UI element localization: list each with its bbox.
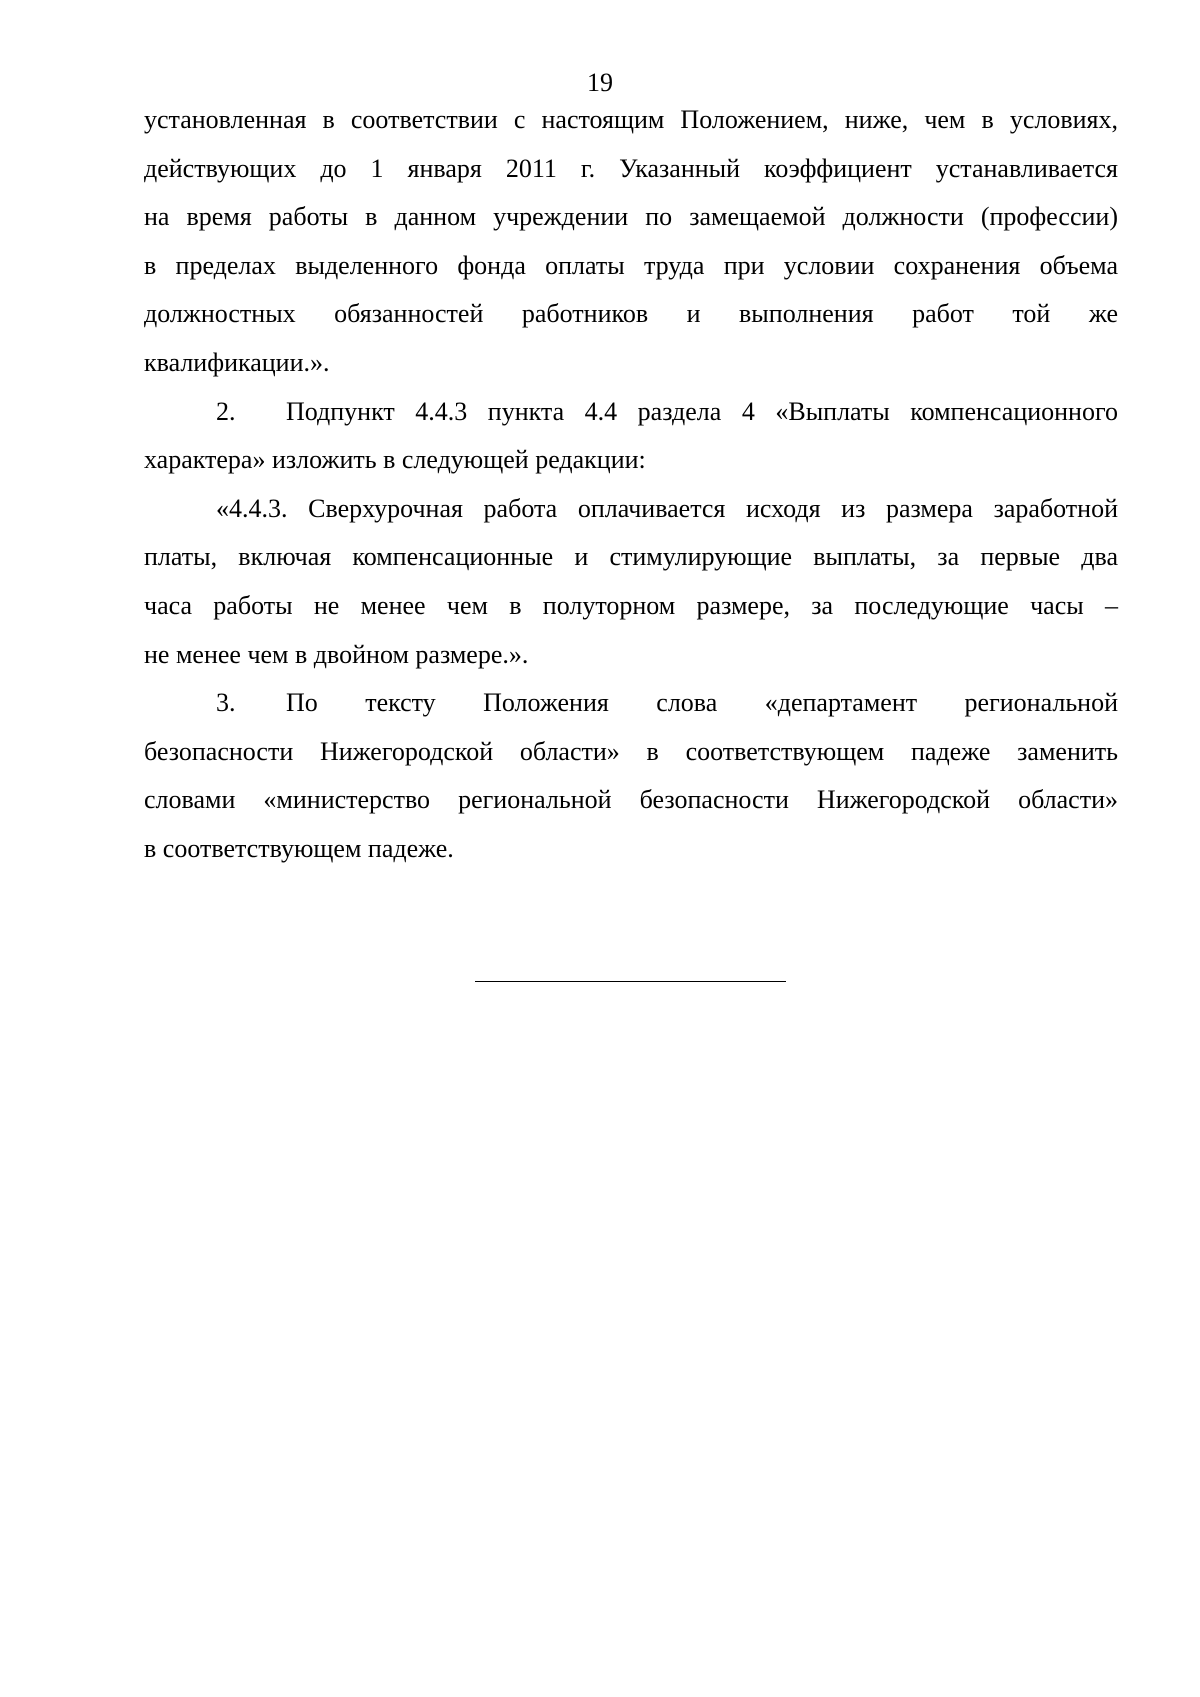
text-line: действующих до 1 января 2011 г. Указанный коэффициент устанавливается: [144, 153, 1118, 183]
text-line-first: [144, 679, 1118, 728]
text-line: безопасности Нижегородской области» в соответствующем падеже заменить: [144, 736, 1118, 766]
item-number: 3.: [216, 688, 236, 718]
document-body: [144, 96, 1118, 874]
paragraph-quote-4-4-3: [144, 485, 1118, 679]
text-line: установленная в соответствии с настоящим Положением, ниже, чем в условиях,: [144, 105, 1118, 134]
text-line-first: [144, 388, 1118, 437]
text-line: По тексту Положения слова «департамент региональной: [286, 688, 1118, 718]
text-line: должностных обязанностей работников и выполнения работ той же: [144, 299, 1118, 329]
text-line: платы, включая компенсационные и стимулирующие выплаты, за первые два: [144, 542, 1118, 572]
text-line: часа работы не менее чем в полуторном размере, за последующие часы –: [144, 590, 1118, 620]
item-number: 2.: [216, 396, 236, 426]
text-line: «4.4.3. Сверхурочная работа оплачивается исходя из размера заработной: [216, 493, 1118, 523]
text-line: на время работы в данном учреждении по замещаемой должности (профессии): [144, 202, 1118, 232]
text-line: квалификации.».: [144, 347, 330, 377]
text-line: в соответствующем падеже.: [144, 833, 454, 863]
paragraph-item-3: [144, 679, 1118, 873]
text-line: Подпункт 4.4.3 пункта 4.4 раздела 4 «Выплаты компенсационного: [286, 396, 1118, 426]
text-line: не менее чем в двойном размере.».: [144, 639, 529, 669]
paragraph-item-2: [144, 388, 1118, 485]
text-line: словами «министерство региональной безопасности Нижегородской области»: [144, 785, 1118, 815]
page-number: 19: [587, 68, 613, 97]
text-line: в пределах выделенного фонда оплаты труда при условии сохранения объема: [144, 250, 1118, 280]
paragraph-continuation: [144, 96, 1118, 388]
text-line: характера» изложить в следующей редакции:: [144, 445, 646, 475]
end-separator-line: [475, 981, 786, 982]
